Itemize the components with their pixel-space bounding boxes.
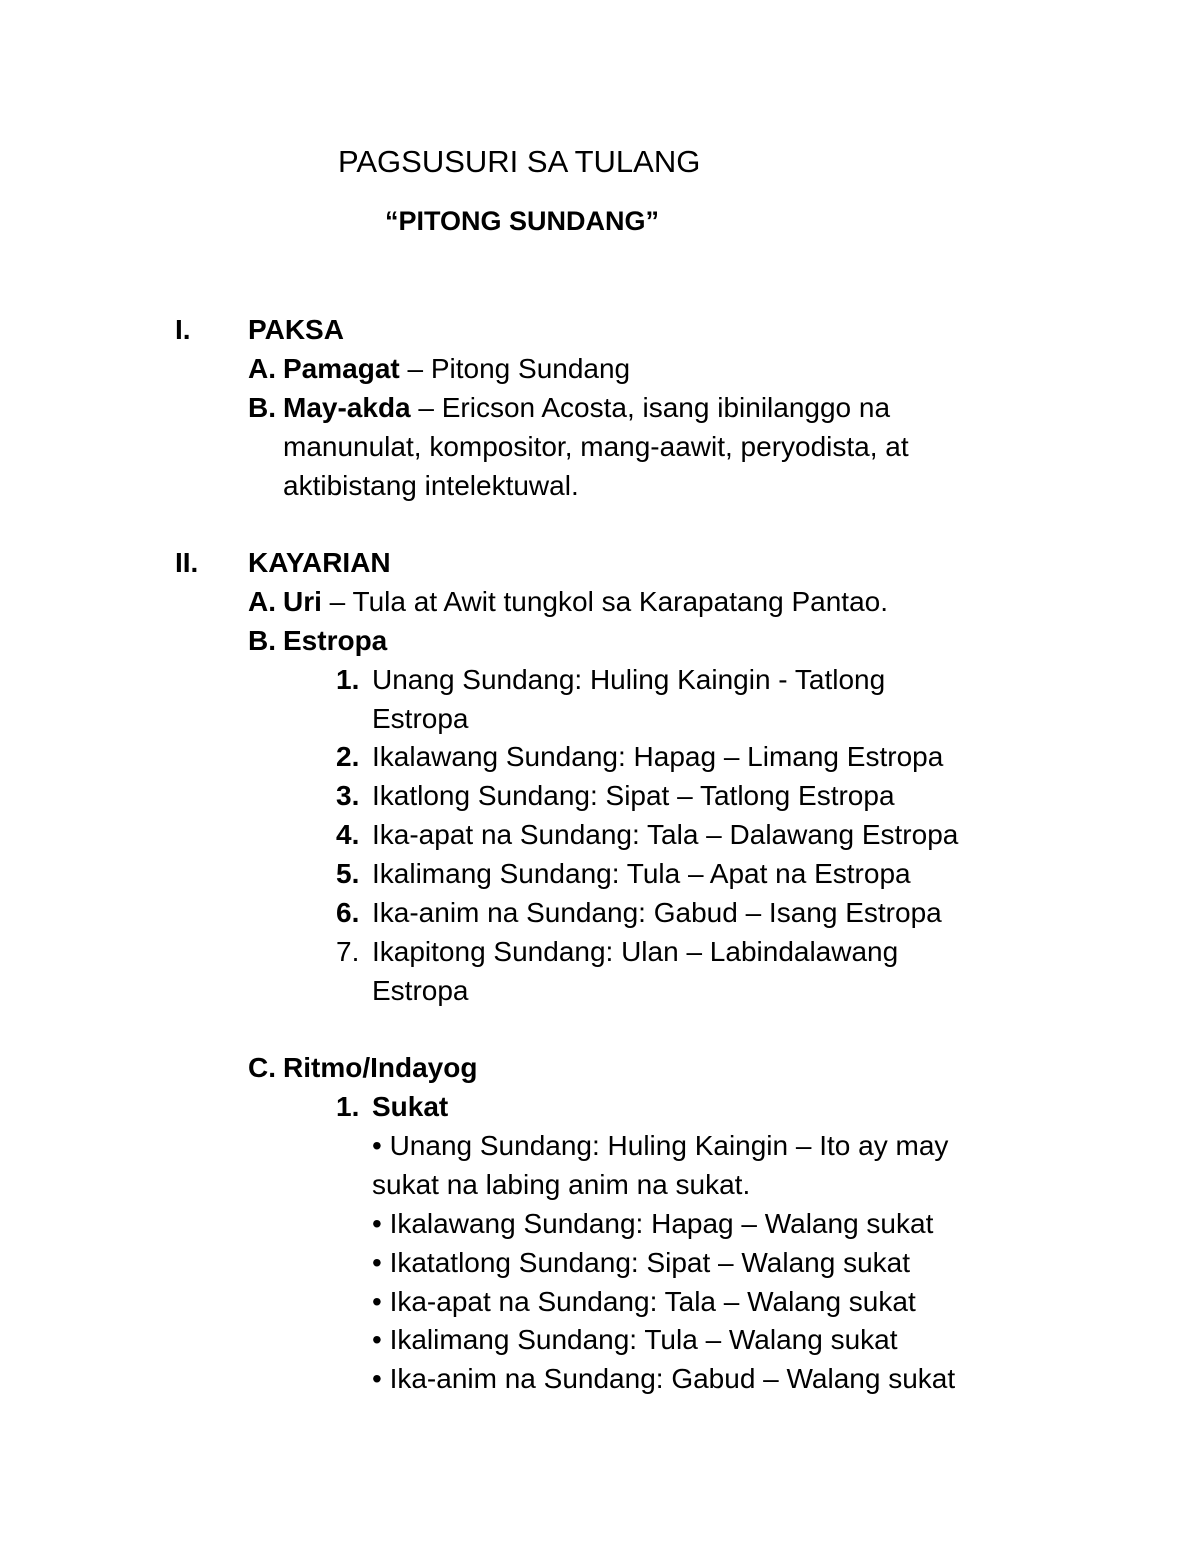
item-letter-ritmo: C. <box>248 1052 276 1083</box>
section-heading-kayarian: KAYARIAN <box>248 547 391 578</box>
item-continuation: aktibistang intelektuwal. <box>283 470 579 501</box>
bullet-item: • Ika-anim na Sundang: Gabud – Walang sukat <box>372 1363 956 1394</box>
section-heading-paksa: PAKSA <box>248 314 344 345</box>
item-letter-may-akda: B. <box>248 392 276 423</box>
bullet-item-continuation: sukat na labing anim na sukat. <box>372 1169 751 1200</box>
item-estropa: Estropa <box>283 625 388 656</box>
list-number: 2. <box>336 741 360 772</box>
list-number: 5. <box>336 858 360 889</box>
item-label: Pamagat <box>283 353 400 384</box>
section-numeral-1: I. <box>175 314 191 345</box>
item-may-akda <box>283 388 890 427</box>
item-label: May-akda <box>283 392 411 423</box>
item-pamagat <box>283 349 630 388</box>
bullet-item: • Ikatatlong Sundang: Sipat – Walang sukat <box>372 1247 911 1278</box>
bullet-item: • Ikalawang Sundang: Hapag – Walang sukat <box>372 1208 934 1239</box>
list-item: Ikatlong Sundang: Sipat – Tatlong Estropa <box>372 780 895 811</box>
list-number: 4. <box>336 819 360 850</box>
list-item: Ikalimang Sundang: Tula – Apat na Estropa <box>372 858 911 889</box>
list-item-continuation: Estropa <box>372 703 469 734</box>
item-text: – Ericson Acosta, isang ibinilanggo na <box>410 392 891 423</box>
item-text: – Tula at Awit tungkol sa Karapatang Pantao. <box>321 586 889 617</box>
item-text: – Pitong Sundang <box>399 353 631 384</box>
list-item: Ikalawang Sundang: Hapag – Limang Estropa <box>372 741 944 772</box>
item-letter-estropa: B. <box>248 625 276 656</box>
list-item-continuation: Estropa <box>372 975 469 1006</box>
section-numeral-2: II. <box>175 547 199 578</box>
document-title: PAGSUSURI SA TULANG <box>338 144 701 179</box>
item-uri <box>283 582 888 621</box>
bullet-item: • Ika-apat na Sundang: Tala – Walang sukat <box>372 1286 916 1317</box>
item-letter-pamagat: A. <box>248 353 276 384</box>
list-item: Unang Sundang: Huling Kaingin - Tatlong <box>372 664 886 695</box>
sub-heading-sukat: Sukat <box>372 1091 449 1122</box>
list-item: Ikapitong Sundang: Ulan – Labindalawang <box>372 936 899 967</box>
list-number: 3. <box>336 780 360 811</box>
list-item: Ika-apat na Sundang: Tala – Dalawang Estropa <box>372 819 959 850</box>
item-letter-uri: A. <box>248 586 276 617</box>
item-continuation: manunulat, kompositor, mang-aawit, peryodista, at <box>283 431 909 462</box>
document-subtitle: “PITONG SUNDANG” <box>385 206 660 236</box>
list-number: 1. <box>336 664 360 695</box>
list-item: Ika-anim na Sundang: Gabud – Isang Estropa <box>372 897 942 928</box>
item-ritmo: Ritmo/Indayog <box>283 1052 478 1083</box>
list-number: 6. <box>336 897 360 928</box>
bullet-item: • Unang Sundang: Huling Kaingin – Ito ay may <box>372 1130 949 1161</box>
list-number: 7. <box>336 936 360 967</box>
list-number: 1. <box>336 1091 360 1122</box>
item-label: Uri <box>283 586 322 617</box>
bullet-item: • Ikalimang Sundang: Tula – Walang sukat <box>372 1324 898 1355</box>
